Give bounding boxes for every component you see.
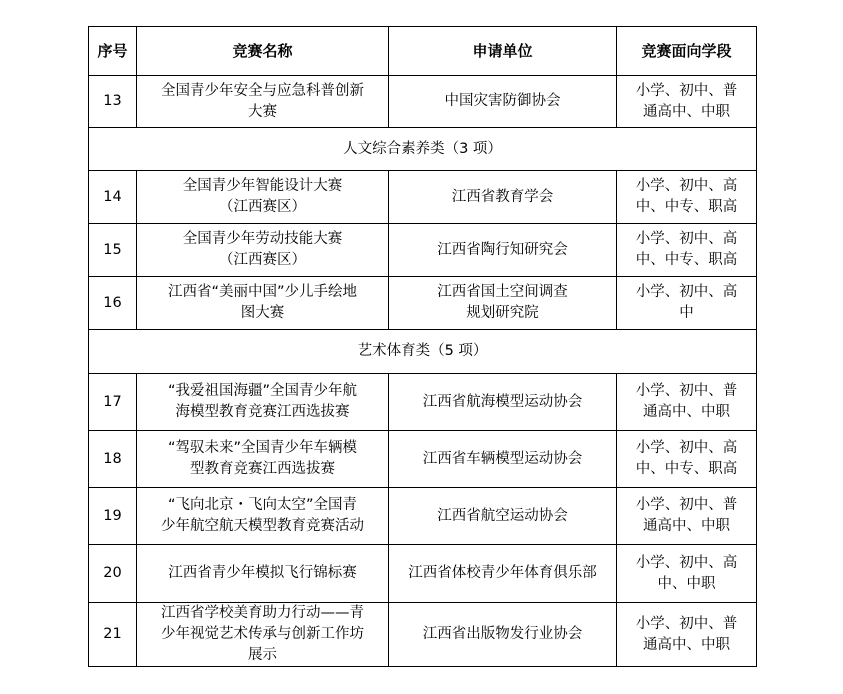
applicant-unit (389, 431, 617, 488)
grade-levels-line: 中、中专、职高 (635, 461, 738, 477)
competition-name-line: “驾驭未来”全国青少年车辆模 (167, 440, 358, 456)
applicant-unit-line: 江西省出版物发行业协会 (422, 626, 583, 642)
applicant-unit (389, 224, 617, 277)
competition-name (137, 374, 389, 431)
header-name: 竞赛名称 (137, 27, 389, 76)
applicant-unit-line: 江西省陶行知研究会 (437, 241, 568, 258)
applicant-unit-line: 江西省国土空间调查 (437, 284, 568, 300)
header-row (89, 27, 757, 76)
competition-name (137, 488, 389, 545)
applicant-unit-line: 江西省车辆模型运动协会 (422, 450, 583, 467)
section-row (89, 128, 757, 171)
row-index: 19 (89, 488, 137, 545)
row-index: 20 (89, 545, 137, 603)
table-row (89, 488, 757, 545)
grade-levels-line: 小学、初中、普 (635, 82, 738, 99)
header-index: 序号 (89, 27, 137, 76)
applicant-unit (389, 171, 617, 224)
applicant-unit-line: 江西省航空运动协会 (437, 507, 568, 524)
table-row (89, 224, 757, 277)
applicant-unit (389, 277, 617, 330)
applicant-unit-line: 江西省体校青少年体育俱乐部 (408, 565, 597, 581)
table-row (89, 76, 757, 128)
competition-name-line: “飞向北京・飞向太空”全国青 (167, 497, 358, 513)
competition-table (88, 26, 757, 667)
competition-name-line: 型教育竞赛江西选拔赛 (190, 461, 335, 477)
competition-name-line: 大赛 (248, 103, 277, 120)
competition-name-line: 少年视觉艺术传承与创新工作坊 (161, 626, 364, 642)
competition-name (137, 545, 389, 603)
table-body (89, 76, 757, 667)
competition-name (137, 171, 389, 224)
competition-name-line: 展示 (248, 647, 277, 663)
applicant-unit (389, 488, 617, 545)
table-row (89, 603, 757, 667)
competition-name-line: 全国青少年智能设计大赛 (182, 178, 343, 194)
grade-levels-line: 小学、初中、高 (635, 440, 738, 456)
applicant-unit-line: 规划研究院 (466, 305, 539, 321)
grade-levels-line: 小学、初中、高 (635, 284, 738, 300)
grade-levels (617, 224, 757, 277)
section-title: 艺术体育类（5 项） (89, 330, 757, 374)
grade-levels-line: 小学、初中、高 (635, 231, 738, 247)
competition-name (137, 224, 389, 277)
grade-levels-line: 通高中、中职 (643, 103, 730, 120)
table-row (89, 374, 757, 431)
row-index: 17 (89, 374, 137, 431)
grade-levels-line: 小学、初中、普 (635, 497, 738, 513)
applicant-unit-line: 中国灾害防御协会 (444, 93, 561, 109)
grade-levels-line: 中、中专、职高 (635, 252, 738, 268)
competition-name-line: 少年航空航天模型教育竞赛活动 (161, 518, 364, 534)
grade-levels (617, 374, 757, 431)
competition-name (137, 277, 389, 330)
row-index: 18 (89, 431, 137, 488)
competition-name-line: （江西赛区） (219, 199, 306, 215)
grade-levels (617, 76, 757, 128)
table-row (89, 277, 757, 330)
grade-levels-line: 通高中、中职 (643, 636, 730, 653)
competition-name-line: 全国青少年安全与应急科普创新 (161, 82, 364, 99)
grade-levels-line: 小学、初中、高 (635, 178, 738, 194)
competition-name (137, 76, 389, 128)
row-index: 14 (89, 171, 137, 224)
row-index: 13 (89, 76, 137, 128)
applicant-unit-line: 江西省航海模型运动协会 (422, 393, 583, 410)
row-index: 16 (89, 277, 137, 330)
grade-levels (617, 431, 757, 488)
competition-name-line: 全国青少年劳动技能大赛 (182, 231, 343, 247)
grade-levels-line: 小学、初中、普 (635, 615, 738, 632)
grade-levels (617, 488, 757, 545)
grade-levels-line: 小学、初中、高 (635, 554, 738, 571)
row-index: 21 (89, 603, 137, 667)
applicant-unit (389, 545, 617, 603)
competition-name (137, 431, 389, 488)
grade-levels (617, 171, 757, 224)
applicant-unit (389, 76, 617, 128)
table-row (89, 171, 757, 224)
grade-levels-line: 通高中、中职 (643, 518, 730, 534)
grade-levels (617, 603, 757, 667)
competition-name (137, 603, 389, 667)
grade-levels-line: 中 (679, 305, 694, 321)
section-title: 人文综合素养类（3 项） (89, 128, 757, 171)
header-grade: 竞赛面向学段 (617, 27, 757, 76)
competition-name-line: 江西省“美丽中国”少儿手绘地 (167, 284, 358, 300)
table-row (89, 431, 757, 488)
grade-levels (617, 277, 757, 330)
competition-name-line: “我爱祖国海疆”全国青少年航 (167, 383, 358, 399)
competition-name-line: 海模型教育竞赛江西选拔赛 (175, 404, 350, 420)
grade-levels-line: 小学、初中、普 (635, 383, 738, 399)
grade-levels-line: 通高中、中职 (643, 404, 730, 420)
competition-name-line: 图大赛 (240, 305, 285, 321)
section-row (89, 330, 757, 374)
header-unit: 申请单位 (389, 27, 617, 76)
competition-name-line: 江西省学校美育助力行动——青 (161, 605, 364, 621)
applicant-unit-line: 江西省教育学会 (451, 188, 554, 205)
applicant-unit (389, 603, 617, 667)
competition-name-line: （江西赛区） (219, 252, 306, 268)
grade-levels (617, 545, 757, 603)
grade-levels-line: 中、中职 (657, 575, 716, 592)
applicant-unit (389, 374, 617, 431)
grade-levels-line: 中、中专、职高 (635, 199, 738, 215)
table-row (89, 545, 757, 603)
competition-name-line: 江西省青少年模拟飞行锦标赛 (168, 565, 357, 581)
row-index: 15 (89, 224, 137, 277)
